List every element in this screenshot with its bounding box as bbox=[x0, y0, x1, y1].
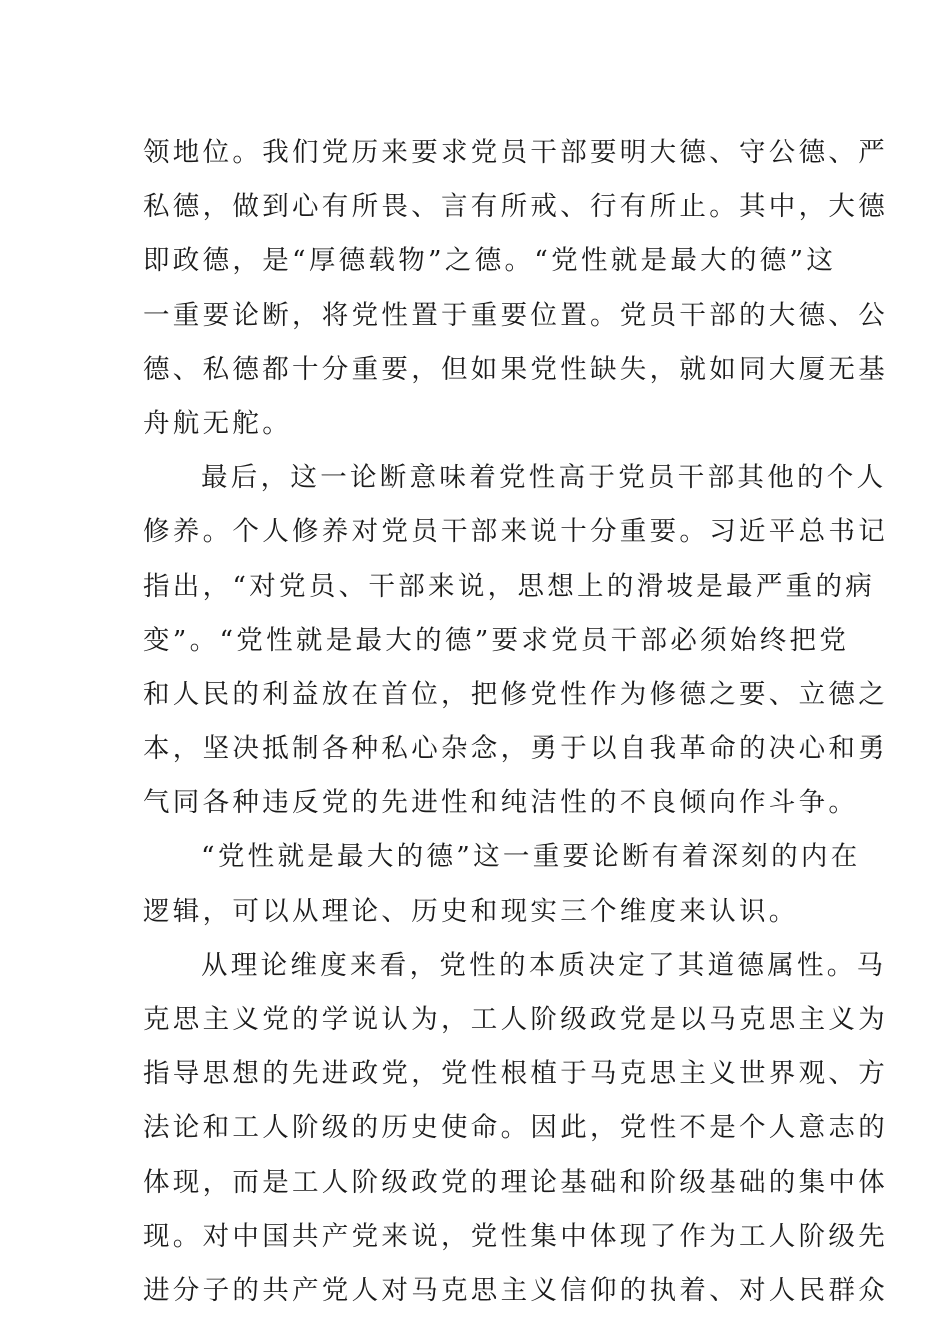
text-line: 最后，这一论断意味着党性高于党员干部其他的个人 bbox=[201, 462, 887, 494]
text-line: 变”。“党性就是最大的德”要求党员干部必须始终把党 bbox=[143, 624, 850, 656]
text-line: 指导思想的先进政党，党性根植于马克思主义世界观、方 bbox=[143, 1058, 888, 1090]
text-line: 舟航无舵。 bbox=[143, 407, 292, 439]
text-line: “党性就是最大的德”这一重要论断有着深刻的内在 bbox=[201, 841, 861, 873]
paragraph-3 bbox=[143, 830, 861, 938]
paragraph-4 bbox=[143, 939, 888, 1318]
paragraph-1 bbox=[143, 126, 888, 451]
paragraph-2 bbox=[143, 451, 888, 830]
text-line: 克思主义党的学说认为，工人阶级政党是以马克思主义为 bbox=[143, 1004, 888, 1035]
text-line: 从理论维度来看，党性的本质决定了其道德属性。马 bbox=[201, 949, 887, 981]
text-line: 法论和工人阶级的历史使命。因此，党性不是个人意志的 bbox=[143, 1112, 888, 1144]
text-line: 德、私德都十分重要，但如果党性缺失，就如同大厦无基 bbox=[143, 353, 888, 385]
text-line: 私德，做到心有所畏、言有所戒、行有所止。其中，大德 bbox=[143, 191, 888, 223]
text-line: 和人民的利益放在首位，把修党性作为修德之要、立德之 bbox=[143, 678, 888, 710]
text-line: 即政德，是“厚德载物”之德。“党性就是最大的德”这 bbox=[143, 245, 837, 277]
text-line: 逻辑，可以从理论、历史和现实三个维度来认识。 bbox=[143, 895, 799, 927]
text-line: 本，坚决抵制各种私心杂念，勇于以自我革命的决心和勇 bbox=[143, 733, 888, 765]
text-line: 体现，而是工人阶级政党的理论基础和阶级基础的集中体 bbox=[143, 1166, 888, 1198]
text-line: 指出，“对党员、干部来说，思想上的滑坡是最严重的病 bbox=[143, 570, 876, 602]
text-line: 一重要论断，将党性置于重要位置。党员干部的大德、公 bbox=[143, 299, 888, 331]
text-line: 气同各种违反党的先进性和纯洁性的不良倾向作斗争。 bbox=[143, 787, 859, 819]
body-text bbox=[143, 126, 888, 1318]
text-line: 现。对中国共产党来说，党性集中体现了作为工人阶级先 bbox=[143, 1220, 888, 1252]
text-line: 领地位。我们党历来要求党员干部要明大德、守公德、严 bbox=[143, 137, 888, 168]
text-line: 修养。个人修养对党员干部来说十分重要。习近平总书记 bbox=[143, 516, 888, 548]
text-line: 进分子的共产党人对马克思主义信仰的执着、对人民群众 bbox=[143, 1274, 888, 1306]
